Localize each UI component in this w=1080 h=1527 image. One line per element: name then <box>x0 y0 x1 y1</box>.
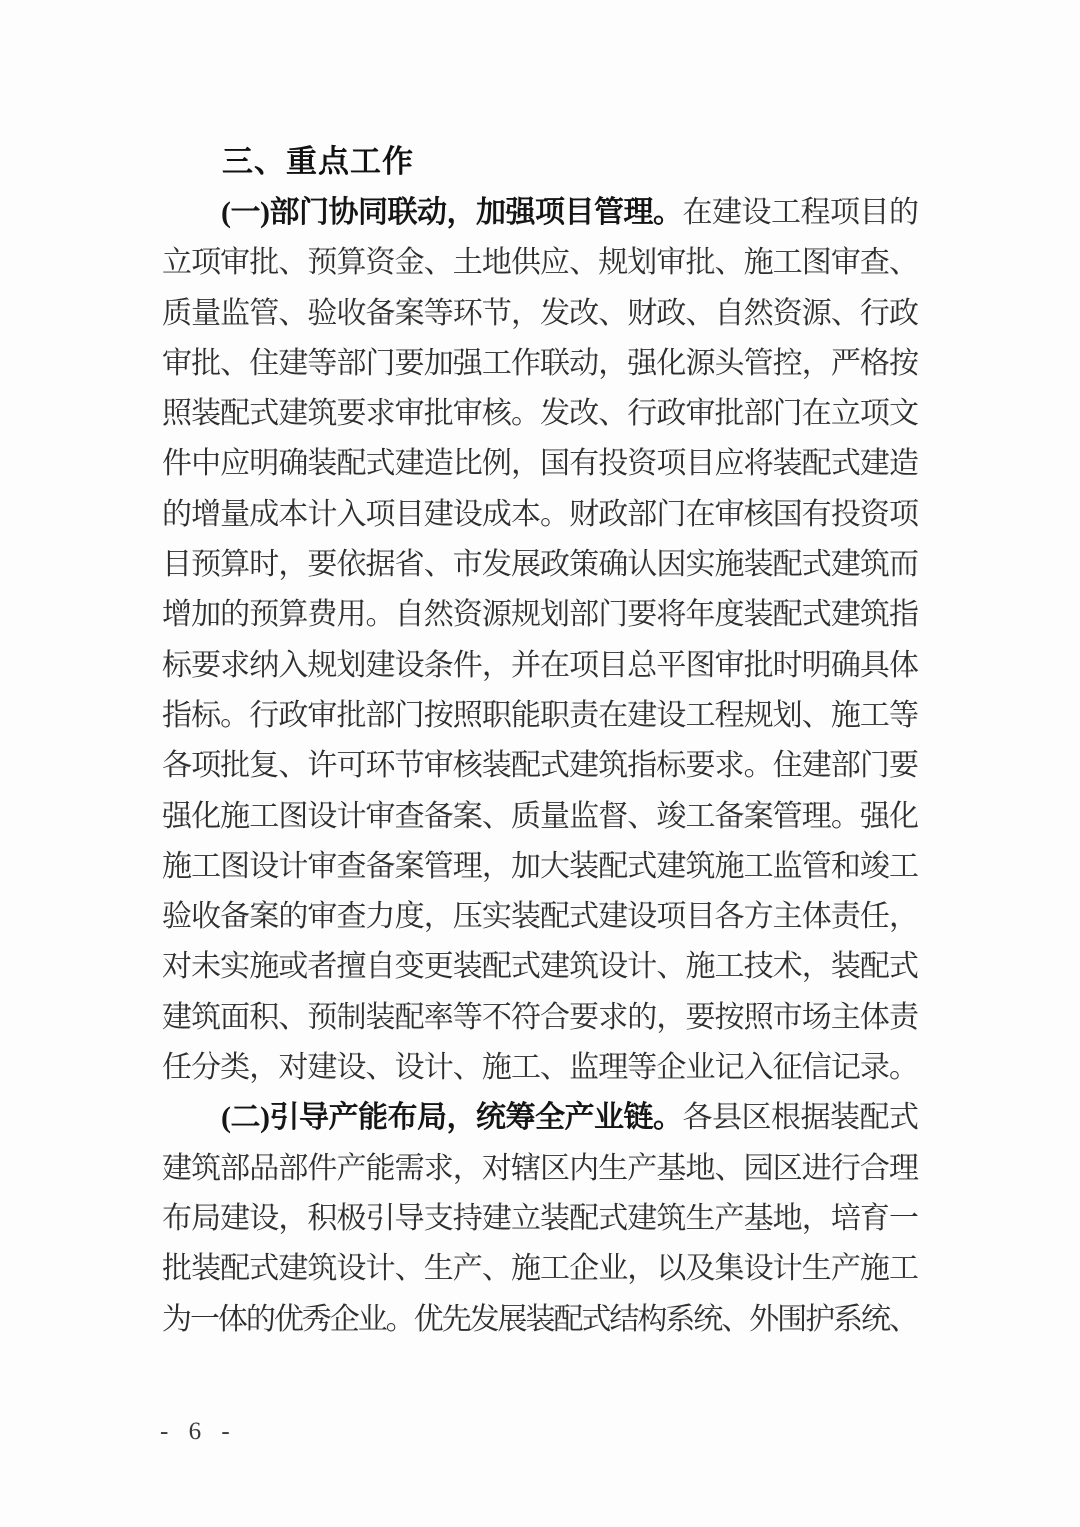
paragraph-text <box>162 1101 221 1134</box>
paragraph-text: 审批、住建等部门要加强工作联动，强化源头管控，严格按 <box>162 346 919 380</box>
paragraph-text: 建筑面积、预制装配率等不符合要求的，要按照市场主体责 <box>162 1000 919 1034</box>
document-body <box>162 136 919 1345</box>
text-line <box>162 1295 919 1345</box>
text-line <box>162 1043 919 1093</box>
paragraph-text: 施工图设计审查备案管理，加大装配式建筑施工监管和竣工 <box>162 849 919 883</box>
text-line <box>162 590 919 640</box>
text-line <box>162 289 919 339</box>
paragraph-text <box>162 146 222 179</box>
text-line <box>162 741 919 791</box>
text-line <box>162 993 919 1043</box>
paragraph-text: 为一体的优秀企业。优先发展装配式结构系统、外围护系统、 <box>162 1302 917 1336</box>
paragraph-text <box>162 196 221 229</box>
text-line <box>162 842 919 892</box>
paragraph-text: 增加的预算费用。自然资源规划部门要将年度装配式建筑指 <box>162 598 919 632</box>
section-heading <box>162 136 919 188</box>
paragraph-text: 立项审批、预算资金、土地供应、规划审批、施工图审查、 <box>162 246 919 280</box>
paragraph-text: 布局建设，积极引导支持建立装配式建筑生产基地，培育一 <box>162 1201 919 1235</box>
paragraph-text: 强化施工图设计审查备案、质量监督、竣工备案管理。强化 <box>162 799 919 833</box>
text-line <box>162 691 919 741</box>
text-line <box>162 1144 919 1194</box>
text-line <box>162 792 919 842</box>
paragraph-text: 各县区根据装配式 <box>682 1101 919 1135</box>
paragraph-text: 各项批复、许可环节审核装配式建筑指标要求。住建部门要 <box>162 749 919 783</box>
paragraph-lead-text: (二)引导产能布局，统筹全产业链。 <box>221 1101 683 1135</box>
paragraph-text: 任分类，对建设、设计、施工、监理等企业记入征信记录。 <box>162 1051 919 1085</box>
text-line <box>162 1194 919 1244</box>
paragraph-text: 指标。行政审批部门按照职能职责在建设工程规划、施工等 <box>162 698 919 732</box>
text-line <box>162 188 919 238</box>
text-line <box>162 389 919 439</box>
paragraph-text: 质量监管、验收备案等环节，发改、财政、自然资源、行政 <box>162 296 919 330</box>
text-line <box>162 942 919 992</box>
paragraph-text: 标要求纳入规划建设条件，并在项目总平图审批时明确具体 <box>162 648 919 682</box>
paragraph-text: 的增量成本计入项目建设成本。财政部门在审核国有投资项 <box>162 497 919 531</box>
paragraph-text: 在建设工程项目的 <box>682 196 919 229</box>
text-line <box>162 892 919 942</box>
paragraph-text: 验收备案的审查力度，压实装配式建设项目各方主体责任， <box>162 900 919 934</box>
paragraph-lead-text: 三、重点工作 <box>222 144 414 179</box>
paragraph-text: 照装配式建筑要求审批审核。发改、行政审批部门在立项文 <box>162 397 919 431</box>
page-number: - 6 - <box>160 1418 237 1445</box>
text-line <box>162 490 919 540</box>
paragraph-text: 目预算时，要依据省、市发展政策确认因实施装配式建筑而 <box>162 548 919 582</box>
text-line <box>162 1093 919 1143</box>
paragraph-text: 对未实施或者擅自变更装配式建筑设计、施工技术，装配式 <box>162 950 919 984</box>
text-line <box>162 339 919 389</box>
paragraph-text: 件中应明确装配式建造比例，国有投资项目应将装配式建造 <box>162 447 919 481</box>
paragraph-text: 批装配式建筑设计、生产、施工企业，以及集设计生产施工 <box>162 1252 919 1286</box>
paragraph-lead-text: (一)部门协同联动，加强项目管理。 <box>221 196 683 229</box>
text-line <box>162 540 919 590</box>
text-line <box>162 238 919 288</box>
paragraph-text: 建筑部品部件产能需求，对辖区内生产基地、园区进行合理 <box>162 1151 919 1185</box>
text-line <box>162 1244 919 1294</box>
text-line <box>162 439 919 489</box>
text-line <box>162 641 919 691</box>
